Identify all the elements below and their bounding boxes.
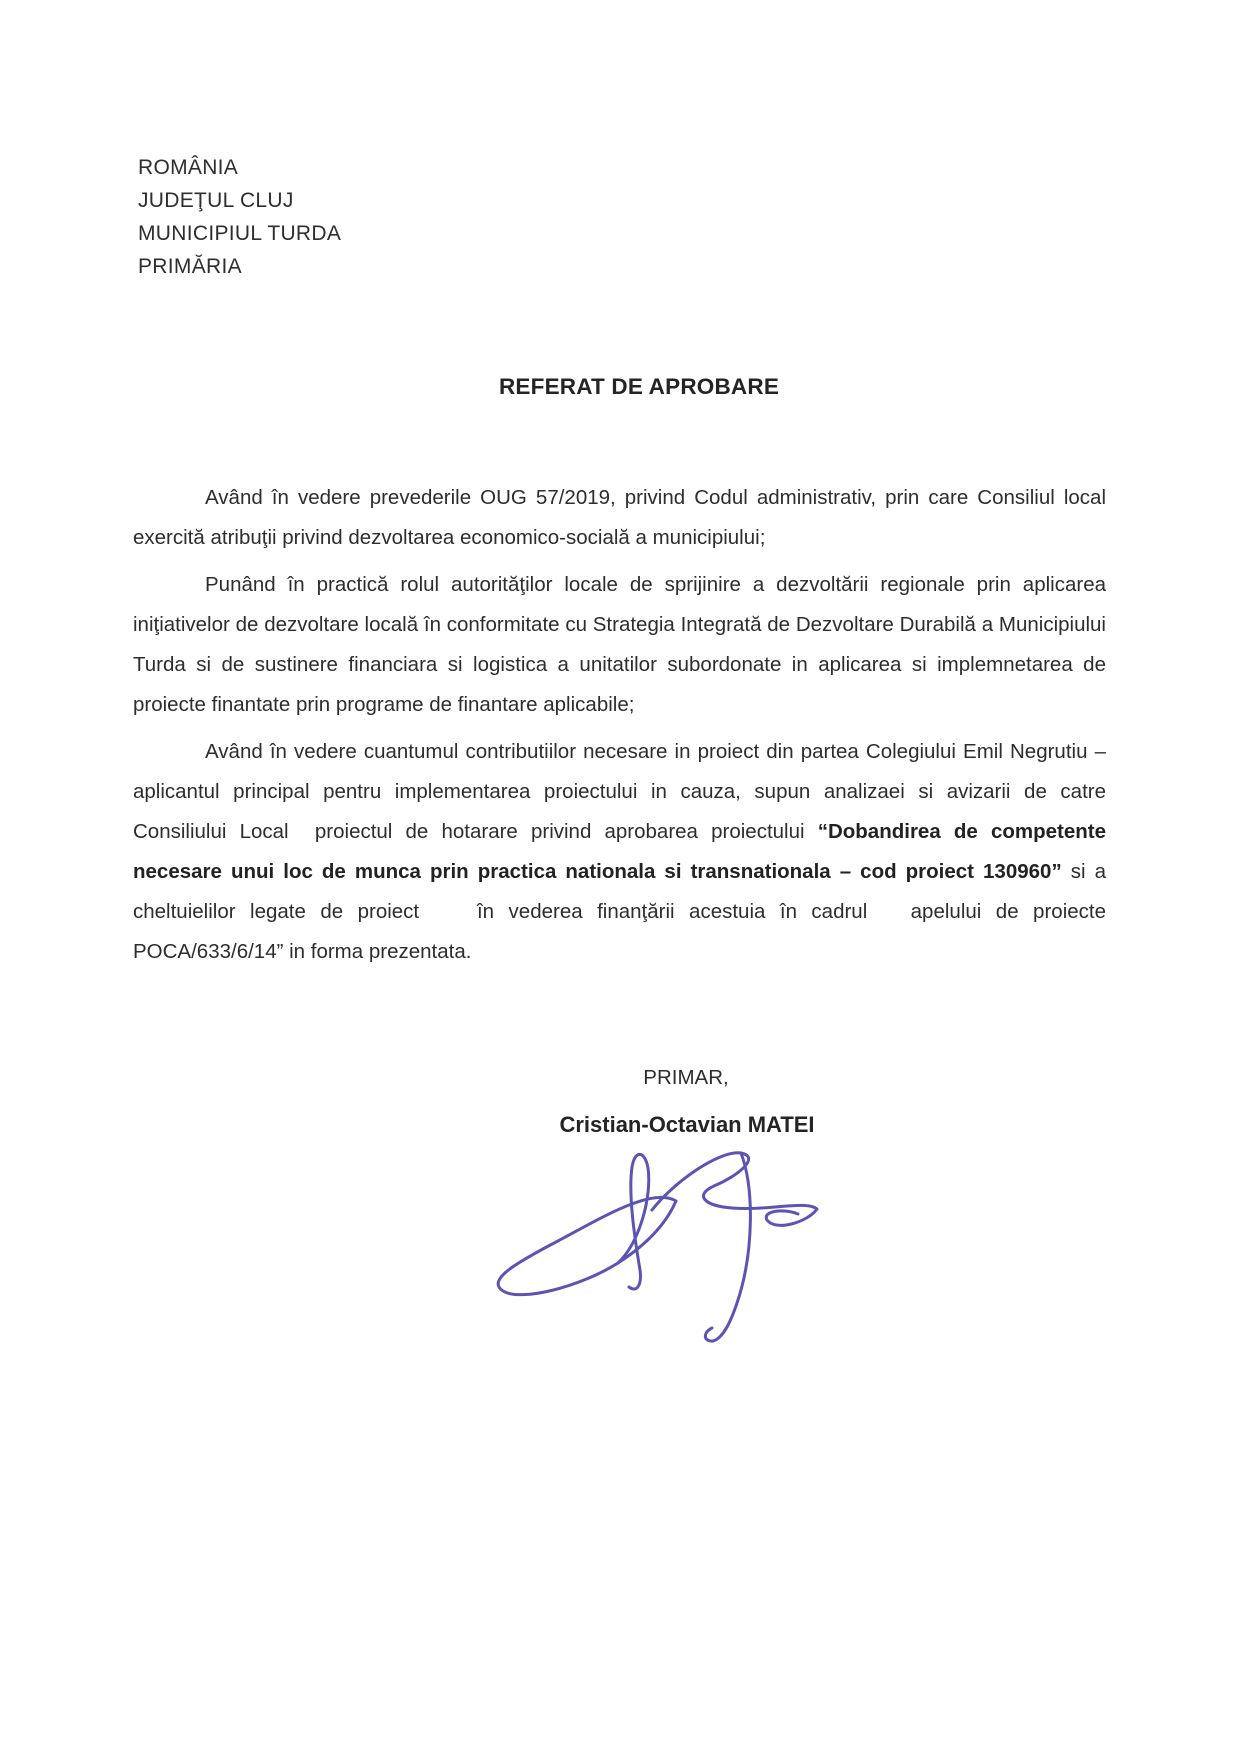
letterhead-line-county: JUDEŢUL CLUJ [138, 189, 294, 212]
paragraph-3-text-before: Având în vedere cuantumul contributiilor necesare in proiect din partea Colegiului Emil Negrutiu – aplicantul principal pentru implementarea proiectului in cauza, supun analizaei si avizarii de catre Consiliului Local proiectul de hotarare privind aprobarea proiectului [133, 740, 1112, 843]
letterhead-line-municipality: MUNICIPIUL TURDA [138, 222, 342, 245]
letterhead-line-cityhall: PRIMĂRIA [138, 255, 242, 278]
letterhead-line-country: ROMÂNIA [138, 156, 239, 179]
handwritten-signature-icon [480, 1138, 820, 1353]
body-paragraph-1: Având în vedere prevederile OUG 57/2019, privind Codul administrativ, prin care Consiliul local exercită atribuţii privind dezvoltarea economico-socială a municipiului; [133, 486, 1112, 549]
paragraph-3-text-after: si a cheltuielilor legate de proiect în vederea finanţării acestuia în cadrul apelului de proiecte POCA/633/6/14” in forma prezentata. [133, 860, 1112, 963]
signer-role: PRIMAR, [643, 1066, 729, 1089]
body-paragraph-2: Punând în practică rolul autorităţilor locale de sprijinire a dezvoltării regionale prin aplicarea iniţiativelor de dezvoltare locală în conformitate cu Strategia Integrată de Dezvoltare Durabilă a Municipiului Turda si de sustinere financiara si logistica a unitatilor subordonate in aplicarea si implemnetarea de proiecte finantate prin programe de finantare aplicabile; [133, 573, 1112, 716]
signer-name: Cristian-Octavian MATEI [559, 1112, 815, 1137]
letterhead [138, 151, 341, 283]
project-title-bold: “Dobandirea de competente necesare unui loc de munca prin practica nationala si transnationala – cod proiect 130960” [133, 820, 1112, 883]
body-paragraph-3 [133, 732, 1112, 972]
document-body [133, 478, 1112, 979]
document-title: REFERAT DE APROBARE [498, 374, 780, 399]
